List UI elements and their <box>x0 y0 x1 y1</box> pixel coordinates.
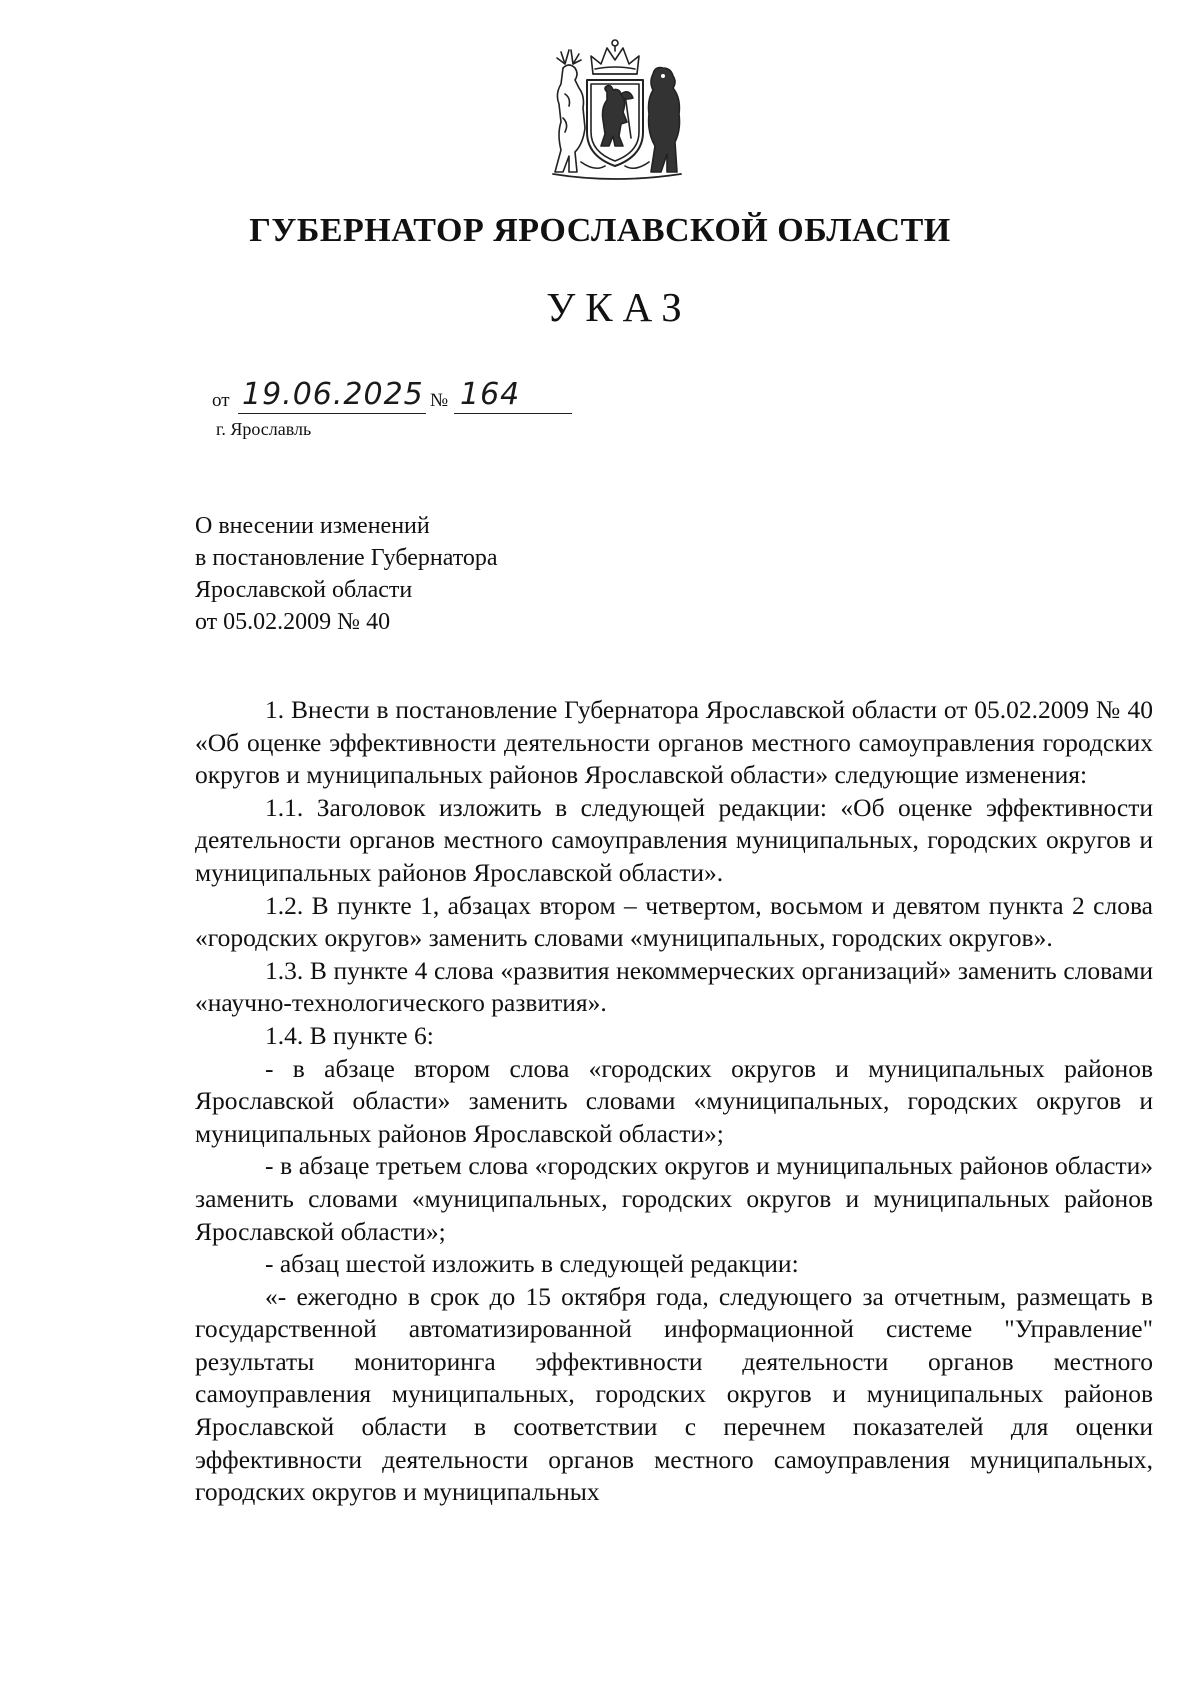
body-paragraph: 1.3. В пункте 4 слова «развития некоммерческих организаций» заменить словами «научно-технологического развития». <box>195 955 1153 1018</box>
handwritten-date: 19.06.2025 <box>242 377 424 412</box>
city-of-issue: г. Ярославль <box>216 419 312 439</box>
date-label: от <box>212 390 230 411</box>
body-paragraph: - в абзаце третьем слова «городских округов и муниципальных районов области» заменить словами «муниципальных, городских округов и муниципальных районов Ярославской области»; <box>195 1151 1153 1246</box>
coat-of-arms-emblem <box>535 34 695 184</box>
subject-line: О внесении изменений <box>195 513 430 539</box>
registration-line <box>212 377 572 414</box>
body-paragraph: «- ежегодно в срок до 15 октября года, следующего за отчетным, размещать в государственной автоматизированной информационной системе "Управление" результаты мониторинга эффективности деятельности органов местного самоуправления муниципальных, городских округов и муниципальных районов Ярославской области в соответствии с перечнем показателей для оценки эффективности деятельности органов местного самоуправления муниципальных, городских округов и муниципальных <box>195 1281 1153 1507</box>
body-paragraph: 1.1. Заголовок изложить в следующей редакции: «Об оценке эффективности деятельности органов местного самоуправления муниципальных, городских округов и муниципальных районов Ярославской области». <box>195 792 1153 887</box>
subject-line: от 05.02.2009 № 40 <box>195 609 391 635</box>
document-body <box>195 694 1153 1509</box>
subject-line: в постановление Губернатора <box>195 545 498 571</box>
handwritten-number: 164 <box>460 377 521 412</box>
body-paragraph: 1. Внести в постановление Губернатора Ярославской области от 05.02.2009 № 40 «Об оценке эффективности деятельности органов местного самоуправления городских округов и муниципальных районов Ярославской области» следующие изменения: <box>195 695 1153 790</box>
body-paragraph: 1.4. В пункте 6: <box>265 1020 434 1050</box>
subject-line: Ярославской области <box>195 577 413 603</box>
document-subject <box>195 510 498 638</box>
document-type-title: УКАЗ <box>546 284 692 330</box>
issuing-authority-title: ГУБЕРНАТОР ЯРОСЛАВСКОЙ ОБЛАСТИ <box>249 212 951 249</box>
body-paragraph: - абзац шестой изложить в следующей редакции: <box>265 1249 799 1279</box>
number-label: № <box>430 390 449 411</box>
body-paragraph: - в абзаце втором слова «городских округов и муниципальных районов Ярославской области» заменить словами «муниципальных, городских округов и муниципальных районов Ярославской области»; <box>195 1053 1153 1148</box>
body-paragraph: 1.2. В пункте 1, абзацах втором – четвертом, восьмом и девятом пункта 2 слова «городских округов» заменить словами «муниципальных, городских округов». <box>195 890 1153 953</box>
